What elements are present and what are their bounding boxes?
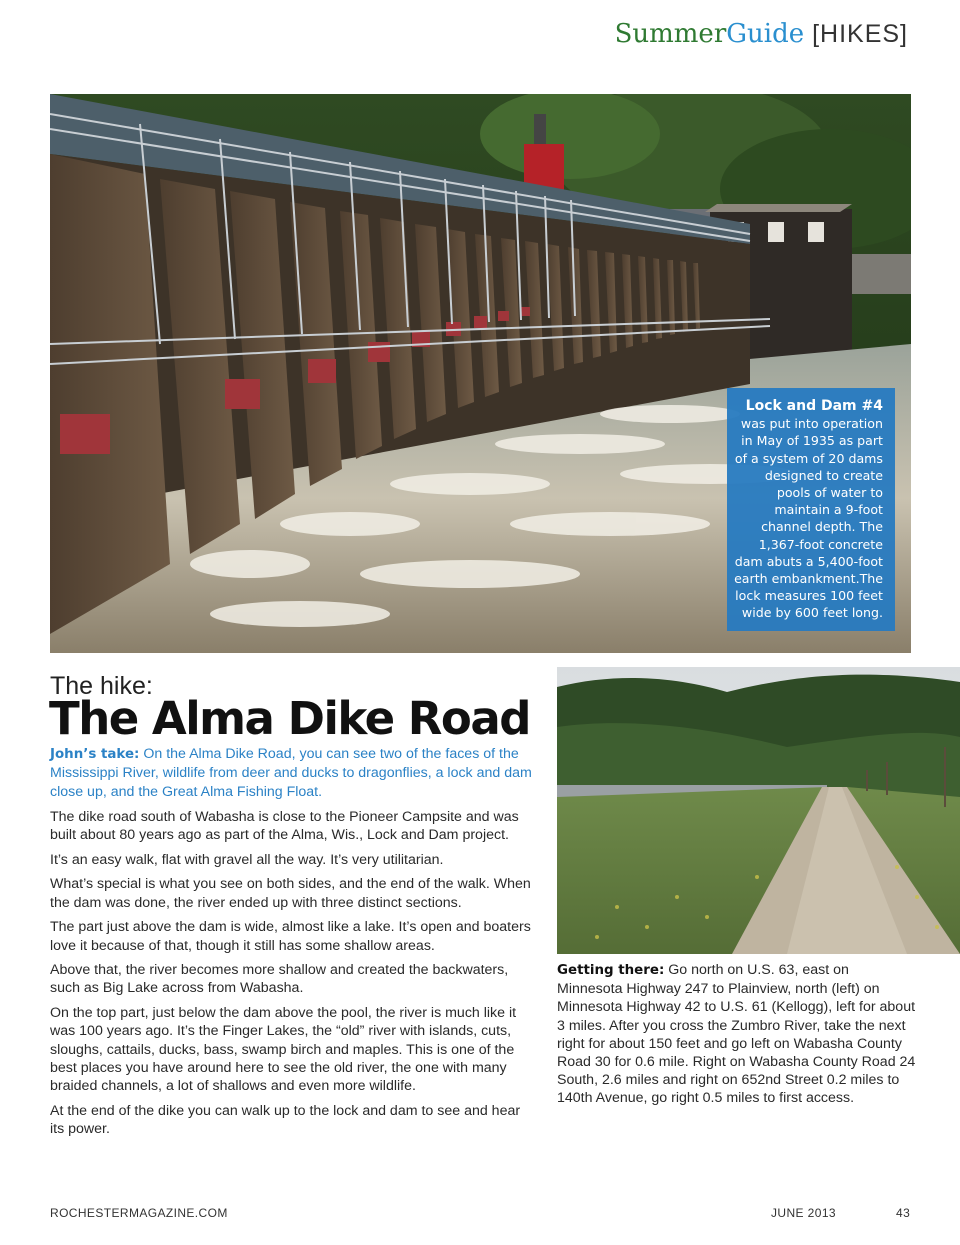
johns-take [50,745,536,801]
dike-road-image [557,667,960,954]
brand-guide: Guide [726,19,805,49]
getting-there [557,961,917,1108]
getting-there-text: Go north on U.S. 63, east on Minnesota Highway 247 to Plainview, north (left) on Minnesota Highway 42 to U.S. 61 (Kellogg), left for about 3 miles. After you cross the Zumbro River, take the next right for about 150 feet and go left on Wabasha County Road 30 for 0.6 mile. Right on Wabasha County Road 24 South, 2.6 miles and right on 652nd Street 0.2 miles to 140th Avenue, go right 0.5 miles to first access. [557,962,916,1107]
callout-body: was put into operation in May of 1935 as part of a system of 20 dams designed to create pools of water to maintain a 9-foot channel depth. The 1,367-foot concrete dam abuts a 5,400-foot earth embankment.The lock measures 100 feet wide by 600 feet long. [734,416,883,621]
brand-summer: Summer [614,19,727,49]
section-header [615,16,908,52]
footer-issue: JUNE 2013 [771,1206,836,1220]
article-paragraph: At the end of the dike you can walk up to the lock and dam to see and hear its power. [50,1102,521,1138]
article-paragraph: It’s an easy walk, flat with gravel all the way. It’s very utilitarian. [50,851,444,868]
article-paragraph: Above that, the river becomes more shallow and created the backwaters, such as Big Lake across from Wabasha. [50,962,509,997]
section-label: [HIKES] [804,20,908,48]
johns-take-text: On the Alma Dike Road, you can see two of the faces of the Mississippi River, wildlife from deer and ducks to dragonflies, a lock and dam close up, and the Great Alma Fishing Float. [50,746,532,800]
hike-kicker: The hike: [50,672,153,700]
johns-take-label: John’s take: [50,747,140,762]
article-paragraph: The part just above the dam is wide, almost like a lake. It’s open and boaters love it because of that, though it still has some shallow areas. [50,919,531,954]
article-body [50,745,536,1145]
dike-road-photo [557,667,960,954]
lock-and-dam-callout [727,388,895,631]
footer-magazine: ROCHESTERMAGAZINE.COM [50,1206,228,1220]
article-paragraph: What’s special is what you see on both sides, and the end of the walk. When the dam was done, the river ended up with three distinct sections. [50,876,531,911]
article-paragraph: The dike road south of Wabasha is close to the Pioneer Campsite and was built about 80 years ago as part of the Alma, Wis., Lock and Dam project. [50,808,519,844]
article-headline: The Alma Dike Road [49,692,530,745]
callout-title: Lock and Dam #4 [745,398,883,414]
article-paragraph: On the top part, just below the dam above the pool, the river is much like it was 100 years ago. It’s the Finger Lakes, the “old” river with islands, cuts, sloughs, cattails, ducks, bass, swamp birch and maples. This is one of the best places you have around here to see the old river, the one with many braided channels, a lot of shallows and even more wildlife. [50,1005,517,1095]
getting-there-label: Getting there: [557,963,665,978]
page-number: 43 [896,1206,911,1220]
